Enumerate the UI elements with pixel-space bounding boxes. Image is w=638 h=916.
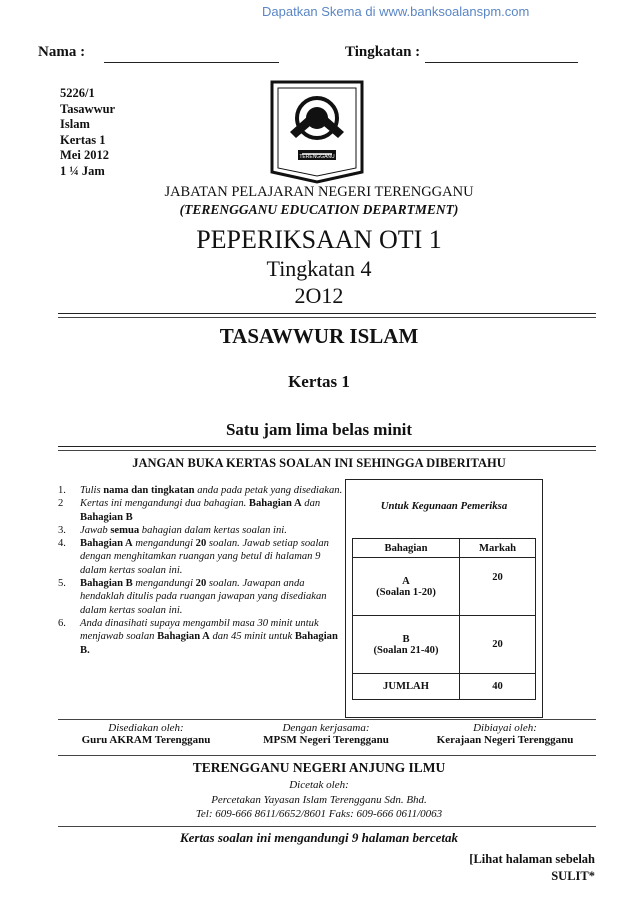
instruction-item: 4. Bahagian A mengandungi 20 soalan. Jawab setiap soalan dengan menghitamkan ruangan yang betul di halaman 9 dalam kertas soalan ini. [58,538,329,576]
motto-text: TERENGGANU NEGERI ANJUNG ILMU [192,760,446,775]
table-row [353,616,536,674]
watermark-text: Dapatkan Skema di www.banksoalanspm.com [262,4,530,19]
exam-date: Mei 2012 [60,148,109,163]
pages-note: Kertas soalan ini mengandungi 9 halaman bercetak [179,830,459,845]
section-a: A (Soalan 1-20) [353,558,460,616]
divider-bottom [58,826,596,827]
marks-b: 20 [460,616,536,674]
total-label: JUMLAH [353,674,460,700]
form-label: Tingkatan : [345,44,421,60]
department-english: (TERENGGANU EDUCATION DEPARTMENT) [179,202,459,217]
sulit-label: SULIT* [551,869,595,883]
instruction-item: 5. Bahagian B mengandungi 20 soalan. Jawapan anda hendaklah ditulis pada ruangan jawapan yang disediakan dalam kertas soalan ini. [58,578,327,616]
divider-credits [58,719,596,720]
total-marks: 40 [460,674,536,700]
exam-year: 2O12 [294,283,344,308]
table-row [353,558,536,616]
paper-number: Kertas 1 [60,132,106,147]
marks-table [352,538,536,700]
paper-code-block [60,86,115,180]
divider-motto [58,755,596,756]
paper-label: Kertas 1 [288,372,350,391]
subject-name: TASAWWUR ISLAM [219,324,419,348]
subject-line-1: Tasawwur [60,101,116,116]
instruction-item: 1. Tulis nama dan tingkatan anda pada petak yang disediakan. [58,485,343,496]
table-row [353,674,536,700]
next-page-note: [Lihat halaman sebelah [469,852,595,866]
divider-mid-thin [58,450,596,451]
instruction-item: 3. Jawab semua bahagian dalam kertas soalan ini. [58,524,287,536]
name-label: Nama : [38,44,86,60]
examiner-box [345,479,543,718]
exam-duration: 1 ¼ Jam [60,163,105,178]
department-name: JABATAN PELAJARAN NEGERI TERENGGANU [164,184,474,200]
state-education-logo-icon [268,78,366,186]
divider-top [58,313,596,314]
credit-cooperation: Dengan kerjasama: MPSM Negeri Terengganu [263,722,389,746]
subject-line-2: Islam [60,117,90,132]
header-section: Bahagian [353,539,460,558]
instruction-item: 6. Anda dinasihati supaya mengambil masa 30 minit untuk menjawab soalan Bahagian A dan 45 minit untuk Bahagian B. [58,617,338,656]
header-marks: Markah [460,539,536,558]
divider-mid [58,446,596,447]
paper-code: 5226/1 [60,86,95,100]
section-b: B (Soalan 21-40) [353,616,460,674]
divider-top-thin [58,317,596,318]
instructions-list [58,484,348,657]
credit-funded: Dibiayai oleh: Kerajaan Negeri Terengganu [436,722,574,746]
marks-a: 20 [460,558,536,616]
credit-prepared: Disediakan oleh: Guru AKRAM Terengganu [81,722,211,746]
form-field-line[interactable] [425,62,578,63]
printer-label: Dicetak oleh: [289,779,349,791]
instruction-item: 2 Kertas ini mengandungi dua bahagian. Bahagian A dan Bahagian B [58,498,321,523]
name-field-line[interactable] [104,62,279,63]
exam-form: Tingkatan 4 [266,256,372,281]
duration-text: Satu jam lima belas minit [225,420,413,439]
warning-text: JANGAN BUKA KERTAS SOALAN INI SEHINGGA DIBERITAHU [132,456,506,470]
examiner-title: Untuk Kegunaan Pemeriksa [380,500,508,512]
credits-row [58,722,598,752]
printer-contact: Tel: 609-666 8611/6652/8601 Faks: 609-666 0611/0063 [195,808,443,820]
printer-name: Percetakan Yayasan Islam Terengganu Sdn. Bhd. [211,794,427,806]
exam-title: PEPERIKSAAN OTI 1 [196,225,442,254]
logo-caption: TERENGGANU [299,154,335,160]
table-header-row [353,539,536,558]
